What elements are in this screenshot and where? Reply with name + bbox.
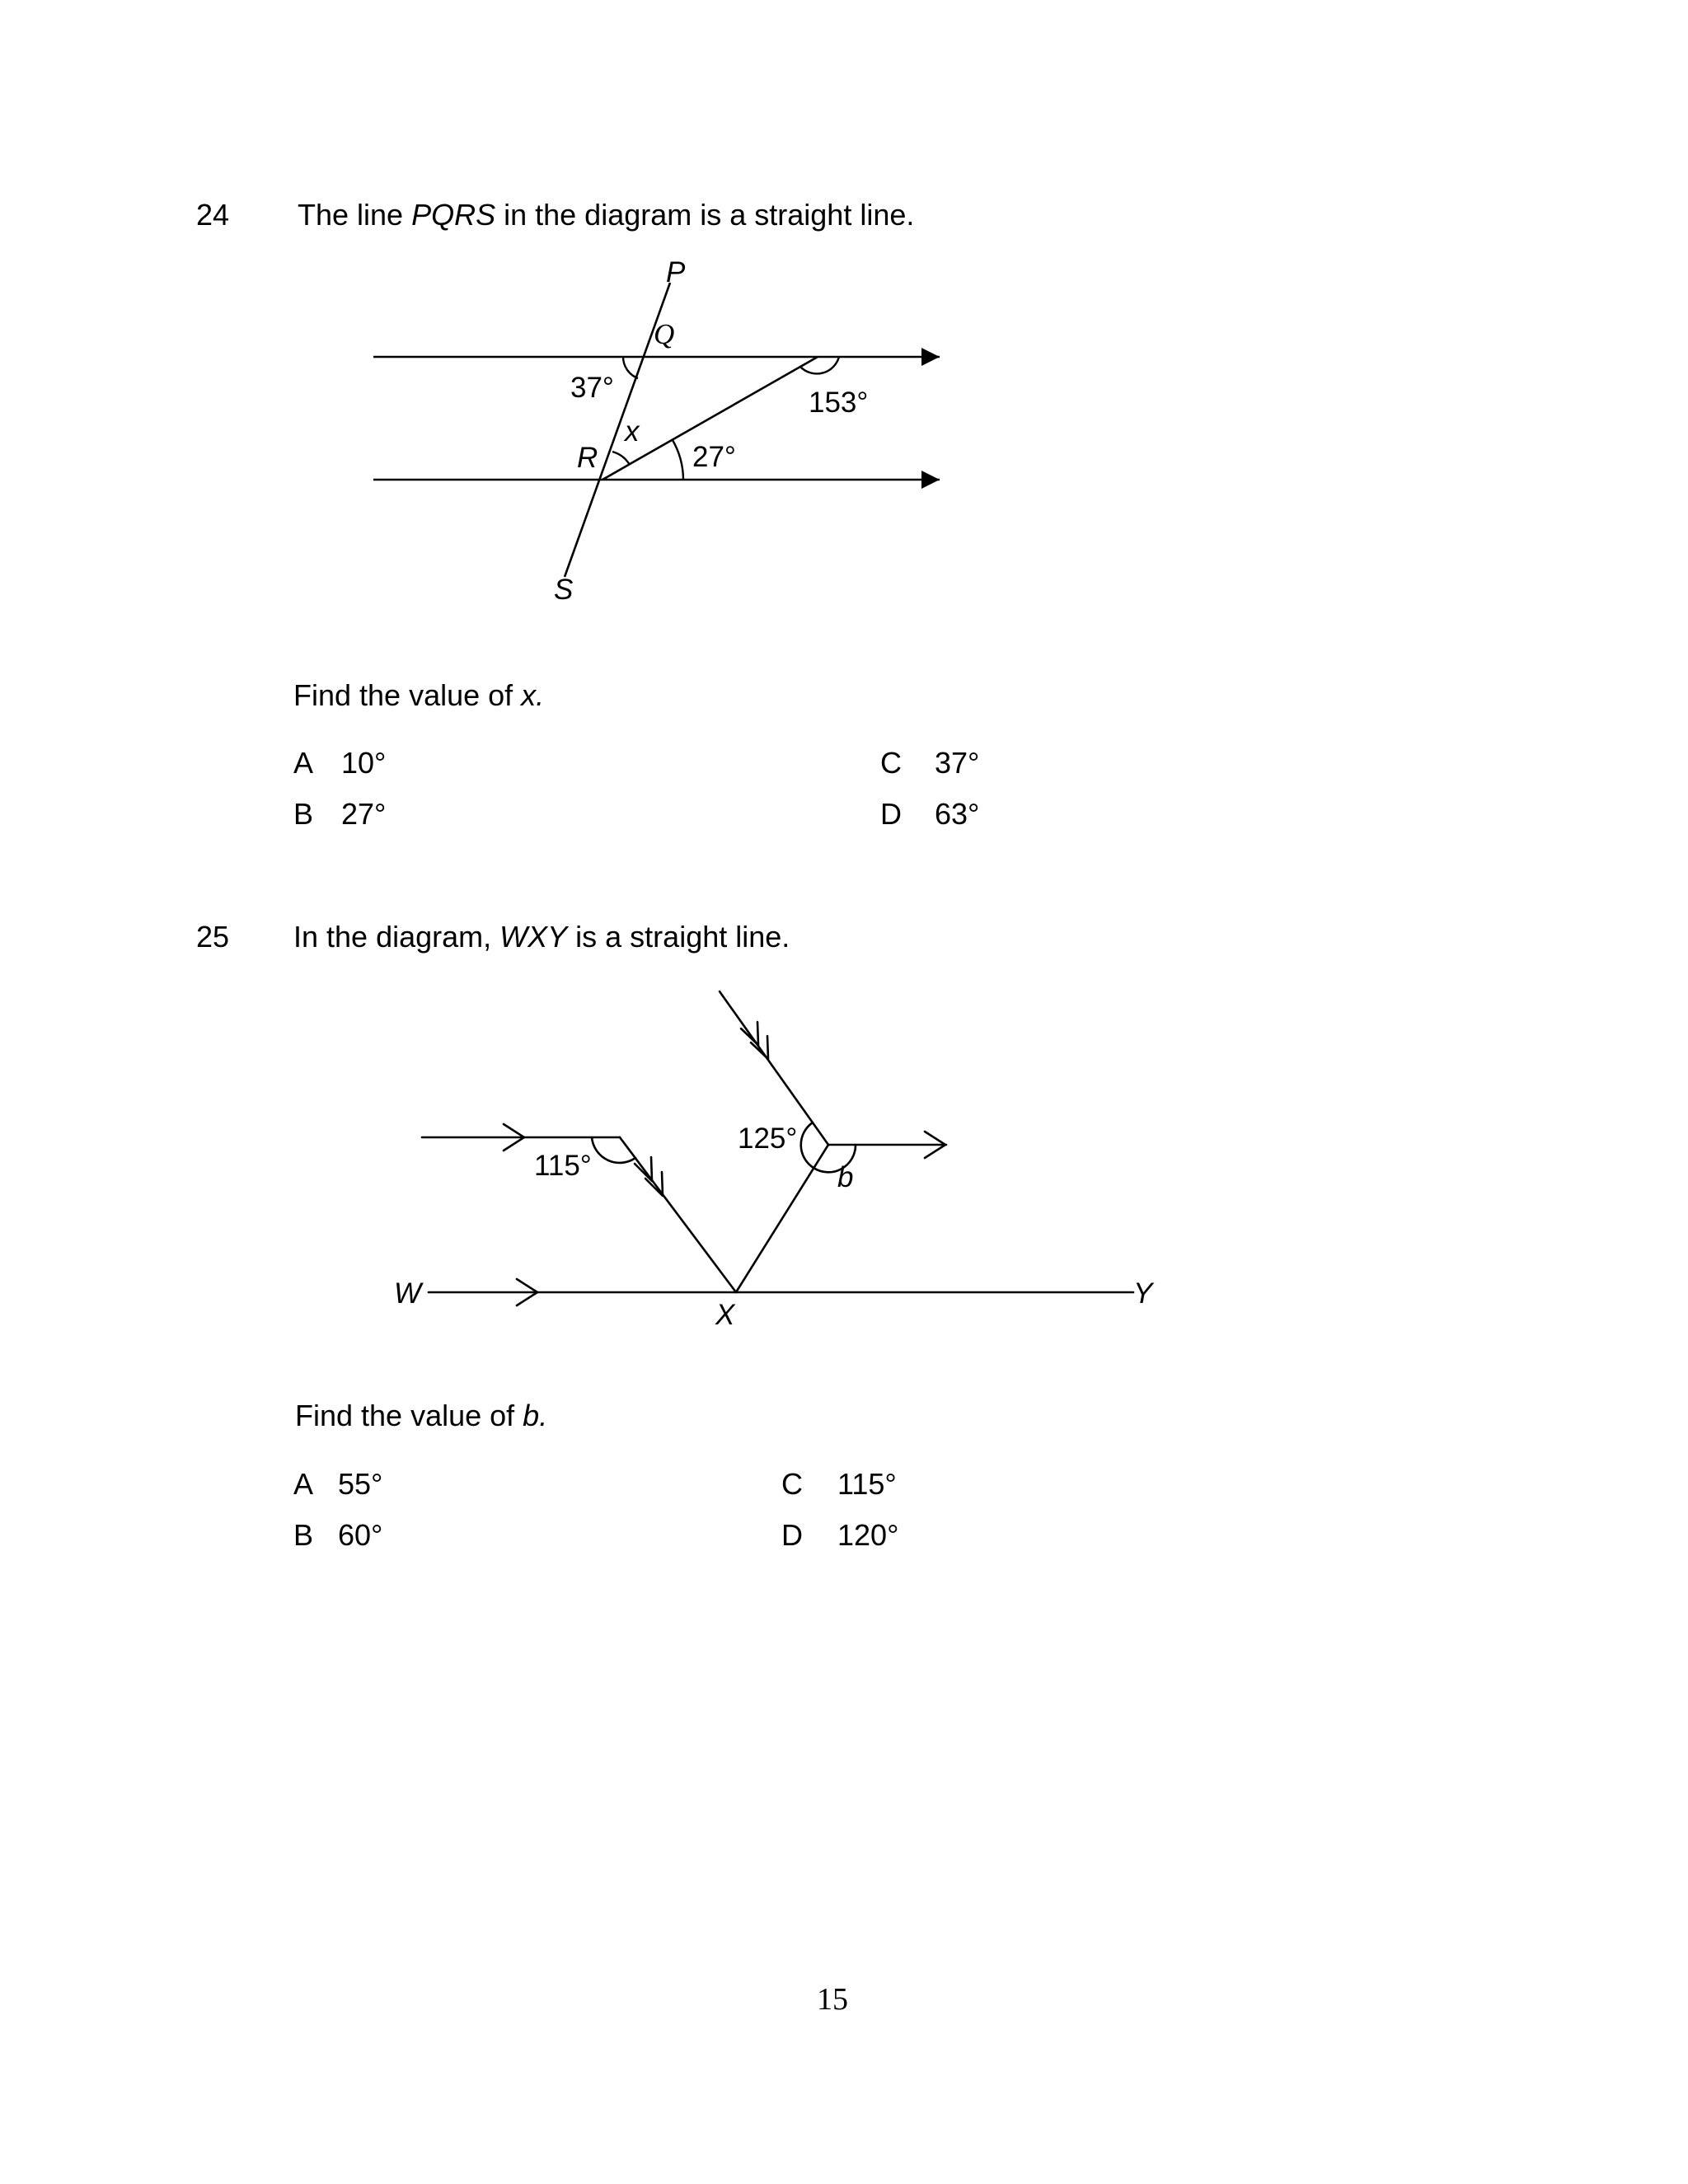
q24-angle-37: 37° [570, 372, 614, 404]
q24-stem-suffix: in the diagram is a straight line. [495, 198, 915, 232]
q25-line-to-x-left [620, 1137, 736, 1292]
q25-option-b-value: 60° [338, 1518, 383, 1552]
q25-label-y: Y [1133, 1277, 1153, 1310]
q25-question-var: b. [523, 1399, 548, 1432]
q25-option-a-letter: A [293, 1467, 314, 1501]
q25-stem-suffix: is a straight line. [567, 920, 790, 954]
q24-label-x: x [625, 415, 640, 448]
q25-label-b: b [837, 1161, 854, 1193]
q24-number: 24 [196, 198, 230, 232]
q24-option-b-letter: B [293, 797, 314, 831]
q24-stem-prefix: The line [298, 198, 412, 232]
q25-angle-125: 125° [738, 1122, 798, 1155]
q25-option-a-value: 55° [338, 1467, 383, 1501]
q25-arc-125 [801, 1122, 814, 1168]
q24-label-p: P [666, 256, 686, 288]
q24-option-d-letter: D [880, 797, 902, 831]
q24-option-c-letter: C [880, 746, 902, 780]
q25-option-c-value: 115° [837, 1467, 897, 1501]
q24-label-r: R [577, 442, 598, 474]
q25-question [295, 1401, 547, 1431]
q24-label-s: S [554, 574, 574, 606]
q25-stem-prefix: In the diagram, [293, 920, 500, 954]
q25-label-x: X [715, 1299, 735, 1331]
q25-option-c-letter: C [781, 1467, 803, 1501]
q24-question-prefix: Find the value of [293, 678, 522, 712]
q24-option-d-value: 63° [935, 797, 980, 831]
q25-angle-115: 115° [534, 1150, 592, 1182]
q24-angle-27: 27° [692, 441, 736, 473]
q24-question-var: x. [521, 678, 545, 712]
q24-angle-153: 153° [809, 387, 869, 419]
q25-line-x-to-right [736, 1145, 828, 1292]
q25-option-d-letter: D [781, 1518, 803, 1552]
page-number: 15 [817, 1982, 848, 2017]
q25-option-d-value: 120° [837, 1518, 899, 1552]
q24-option-c-value: 37° [935, 746, 980, 780]
q25-question-prefix: Find the value of [295, 1399, 523, 1432]
q24-option-b-value: 27° [341, 797, 387, 831]
q25-option-b-letter: B [293, 1518, 314, 1552]
q25-label-w: W [394, 1277, 422, 1310]
q25-stem-var: WXY [499, 920, 568, 954]
q25-number: 25 [196, 920, 230, 954]
q24-stem-var: PQRS [411, 198, 496, 232]
q24-option-a-letter: A [293, 746, 314, 780]
q24-label-q: Q [654, 318, 675, 350]
q24-option-a-value: 10° [341, 746, 387, 780]
